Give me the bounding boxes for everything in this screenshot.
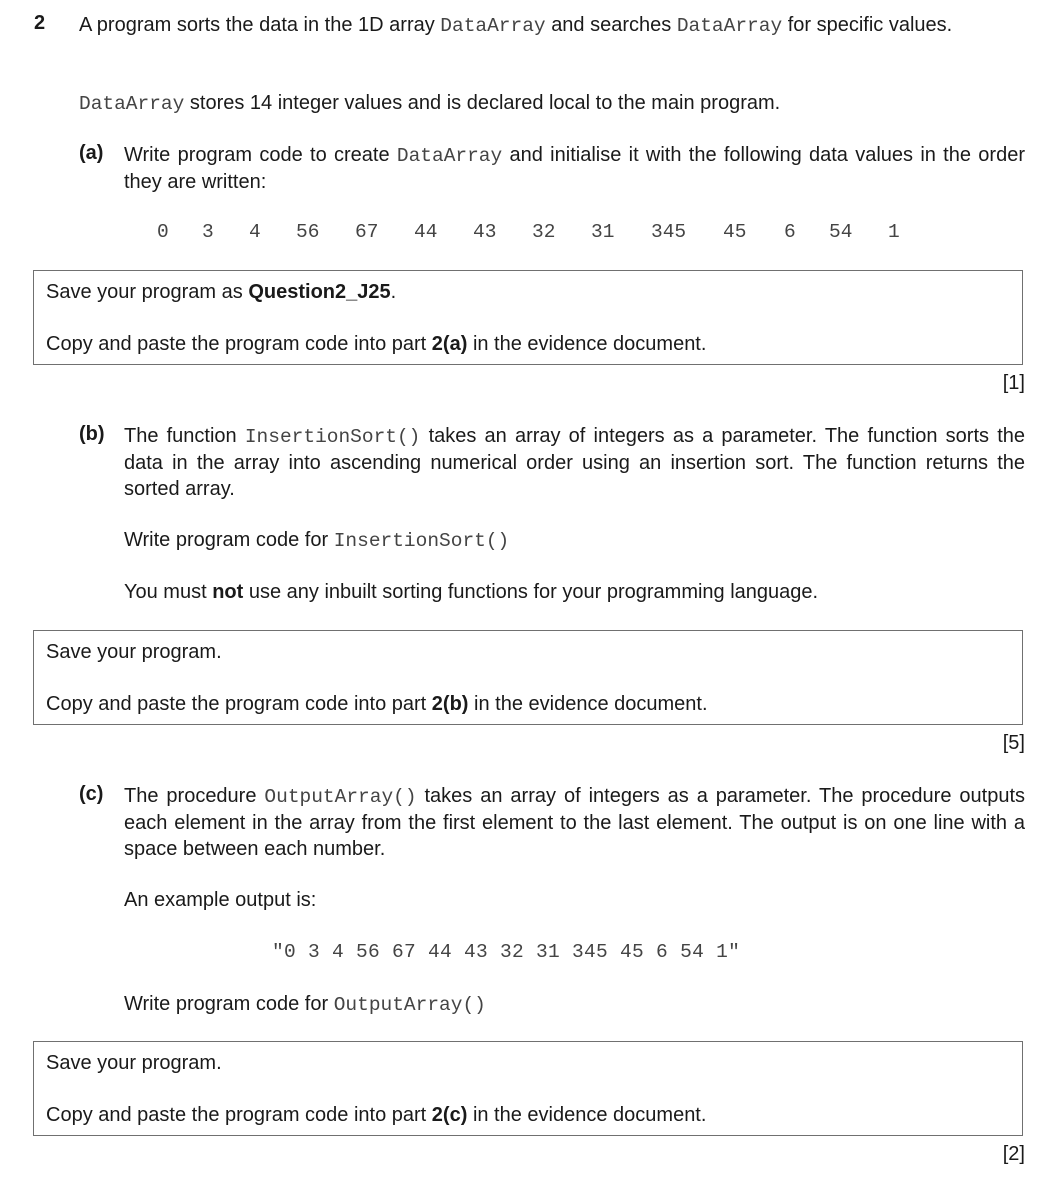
data-values-row (157, 221, 917, 247)
intro-text-2: and searches (551, 14, 672, 36)
part-c-example-label: An example output is: (124, 889, 317, 911)
data-value: 31 (591, 221, 615, 243)
part-a-copy-line (46, 333, 706, 356)
save-filename: Question2_J25 (248, 281, 391, 303)
part-c-text-1: The procedure (124, 785, 257, 807)
data-value: 1 (888, 221, 900, 243)
intro-var-dataarray-2: DataArray (676, 15, 783, 37)
part-b-text-2: takes an array of integers as a parameter. The function sorts the data in the array into ascending numerical order using an insertion sort. The function returns the sorted array. (124, 425, 1025, 500)
copy-text-end: in the evidence document. (474, 693, 708, 715)
stores-text: stores 14 integer values and is declared local to the main program. (189, 92, 781, 114)
part-b-copy-line (46, 693, 708, 716)
part-a-text (124, 142, 1025, 195)
part-a-instruction-box (33, 270, 1023, 365)
part-b-label: (b) (79, 423, 105, 445)
part-c-write (124, 991, 486, 1018)
part-a-label: (a) (79, 142, 104, 164)
part-c-marks: [2] (1002, 1143, 1025, 1165)
part-b-text (124, 423, 1025, 502)
copy-part-ref: 2(c) (431, 1104, 468, 1126)
part-b-save-line: Save your program. (46, 641, 222, 663)
data-value: 0 (157, 221, 169, 243)
part-c-text (124, 783, 1025, 862)
data-value: 44 (414, 221, 438, 243)
data-value: 3 (202, 221, 214, 243)
part-b-func: InsertionSort() (244, 426, 421, 448)
part-c-write-text: Write program code for (124, 993, 329, 1015)
data-value: 32 (532, 221, 556, 243)
question-intro (79, 12, 1025, 39)
stores-var: DataArray (79, 93, 185, 115)
must-not-bold: not (212, 581, 244, 603)
must-text: You must (124, 581, 207, 603)
stores-statement (79, 90, 780, 117)
save-text: Save your program as (46, 281, 243, 303)
must-text-end: use any inbuilt sorting functions for your programming language. (248, 581, 819, 603)
part-a-save-line (46, 281, 396, 304)
data-value: 45 (723, 221, 747, 243)
intro-var-dataarray: DataArray (440, 15, 546, 37)
intro-text-3: for specific values. (787, 14, 953, 36)
part-c-label: (c) (79, 783, 104, 805)
copy-part-ref: 2(a) (431, 333, 468, 355)
part-c-write-proc: OutputArray() (333, 994, 486, 1016)
part-a-text-1: Write program code to create (124, 144, 390, 166)
copy-text: Copy and paste the program code into part (46, 1104, 427, 1126)
intro-text-1: A program sorts the data in the 1D array (79, 14, 435, 36)
data-value: 6 (784, 221, 796, 243)
part-b-write-text: Write program code for (124, 529, 329, 551)
data-value: 56 (296, 221, 320, 243)
part-b-write (124, 527, 509, 554)
part-c-save-line: Save your program. (46, 1052, 222, 1074)
part-a-var: DataArray (396, 145, 503, 167)
save-period: . (390, 281, 397, 303)
copy-text-end: in the evidence document. (472, 1104, 707, 1126)
part-a-text-2: and initialise it with the following data values in the order they are written: (124, 144, 1025, 193)
copy-text: Copy and paste the program code into part (46, 333, 427, 355)
copy-text: Copy and paste the program code into part (46, 693, 427, 715)
part-c-copy-line (46, 1104, 706, 1127)
copy-text-end: in the evidence document. (472, 333, 707, 355)
part-b-text-1: The function (124, 425, 237, 447)
part-c-text-2: takes an array of integers as a parameter. The procedure outputs each element in the array from the first element to the last element. The output is on one line with a space between each number. (124, 785, 1026, 860)
part-b-marks: [5] (1002, 732, 1025, 754)
data-value: 54 (829, 221, 853, 243)
question-number: 2 (34, 12, 46, 34)
part-a-marks: [1] (1002, 372, 1025, 394)
part-b-write-func: InsertionSort() (333, 530, 510, 552)
data-value: 67 (355, 221, 379, 243)
copy-part-ref: 2(b) (431, 693, 469, 715)
data-value: 4 (249, 221, 261, 243)
data-value: 345 (651, 221, 687, 243)
part-c-instruction-box (33, 1041, 1023, 1136)
part-c-proc: OutputArray() (264, 786, 417, 808)
part-b-must-not (124, 579, 818, 605)
data-value: 43 (473, 221, 497, 243)
part-b-instruction-box (33, 630, 1023, 725)
part-c-example-output: "0 3 4 56 67 44 43 32 31 345 45 6 54 1" (272, 941, 741, 963)
